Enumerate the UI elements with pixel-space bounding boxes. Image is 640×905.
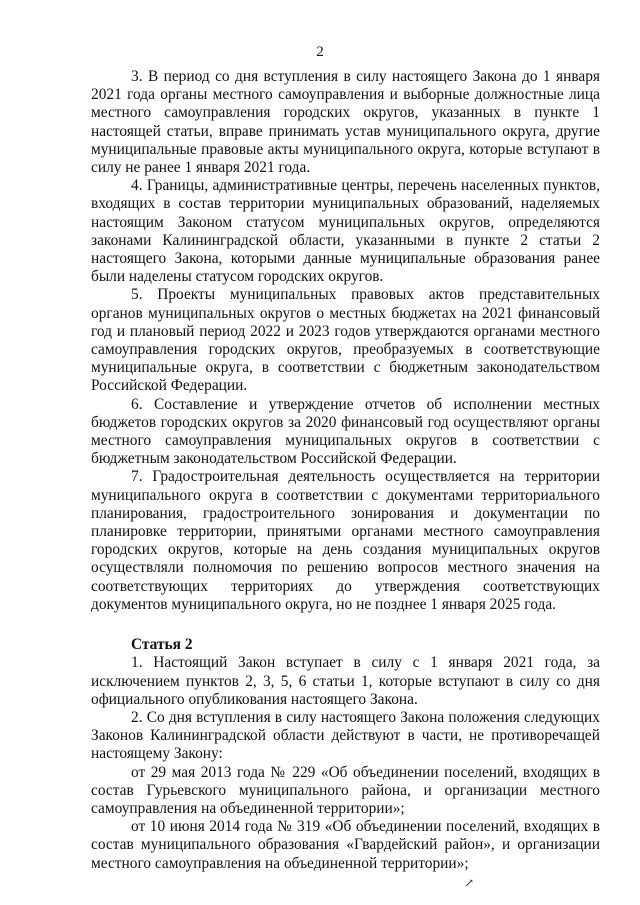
article1-paragraph-7: 7. Градостроительная деятельность осуществляется на территории муниципального округа в соответствии с документами территориального планирования, градостроительного зонирования и документации по планировке территории, принятыми органами местного самоуправления городских округов, которые на день создания муниципальных округов осуществляли полномочия по решению вопросов местного значения на соответствующих территориях до утверждения соответствующих документов муниципального округа, но не позднее 1 января 2025 года. bbox=[91, 468, 600, 613]
article2-paragraph-1: 1. Настоящий Закон вступает в силу с 1 января 2021 года, за исключением пунктов 2, 3, 5, 6 статьи 1, которые вступают в силу со дня официального опубликования настоящего Закона. bbox=[91, 654, 600, 708]
article1-paragraph-5: 5. Проекты муниципальных правовых актов представительных органов муниципальных округов о местных бюджетах на 2021 финансовый год и плановый период 2022 и 2023 годов утверждаются органами местного самоуправления городских округов, преобразуемых в соответствующие муниципальные округа, в соответствии с бюджетным законодательством Российской Федерации. bbox=[91, 286, 600, 395]
article1-paragraph-4: 4. Границы, административные центры, перечень населенных пунктов, входящих в состав территории муниципальных образований, наделяемых настоящим Законом статусом муниципальных округов, определяются законами Калининградской области, указанными в пункте 2 статьи 2 настоящего Закона, которыми данные муниципальные образования ранее были наделены статусом городских округов. bbox=[91, 177, 600, 286]
article1-paragraph-6: 6. Составление и утверждение отчетов об исполнении местных бюджетов городских округов за 2020 финансовый год осуществляют органы местного самоуправления муниципальных округов в соответствии с бюджетным законодательством Российской Федерации. bbox=[91, 395, 600, 468]
law-reference-2013: от 29 мая 2013 года № 229 «Об объединении поселений, входящих в состав Гурьевского муниципального района, и организации местного самоуправления на объединенной территории»; bbox=[91, 763, 600, 817]
law-reference-2014: от 10 июня 2014 года № 319 «Об объединении поселений, входящих в состав муниципального образования «Гвардейский район», и организации местного самоуправления на объединенной территории»; bbox=[91, 818, 600, 872]
article2-heading: Статья 2 bbox=[131, 636, 193, 654]
article2-paragraph-2: 2. Со дня вступления в силу настоящего Закона положения следующих Законов Калининградской области действуют в части, не противоречащей настоящему Закону: bbox=[91, 708, 600, 763]
stray-pen-mark: ↗ bbox=[464, 876, 475, 890]
document-body bbox=[91, 68, 600, 873]
page-number: 2 bbox=[316, 44, 324, 60]
article1-paragraph-3: 3. В период со дня вступления в силу настоящего Закона до 1 января 2021 года органы местного самоуправления и выборные должностные лица местного самоуправления городских округов, указанных в пункте 1 настоящей статьи, вправе принимать устав муниципального округа, другие муниципальные правовые акты муниципального округа, которые вступают в силу не ранее 1 января 2021 года. bbox=[91, 68, 600, 177]
